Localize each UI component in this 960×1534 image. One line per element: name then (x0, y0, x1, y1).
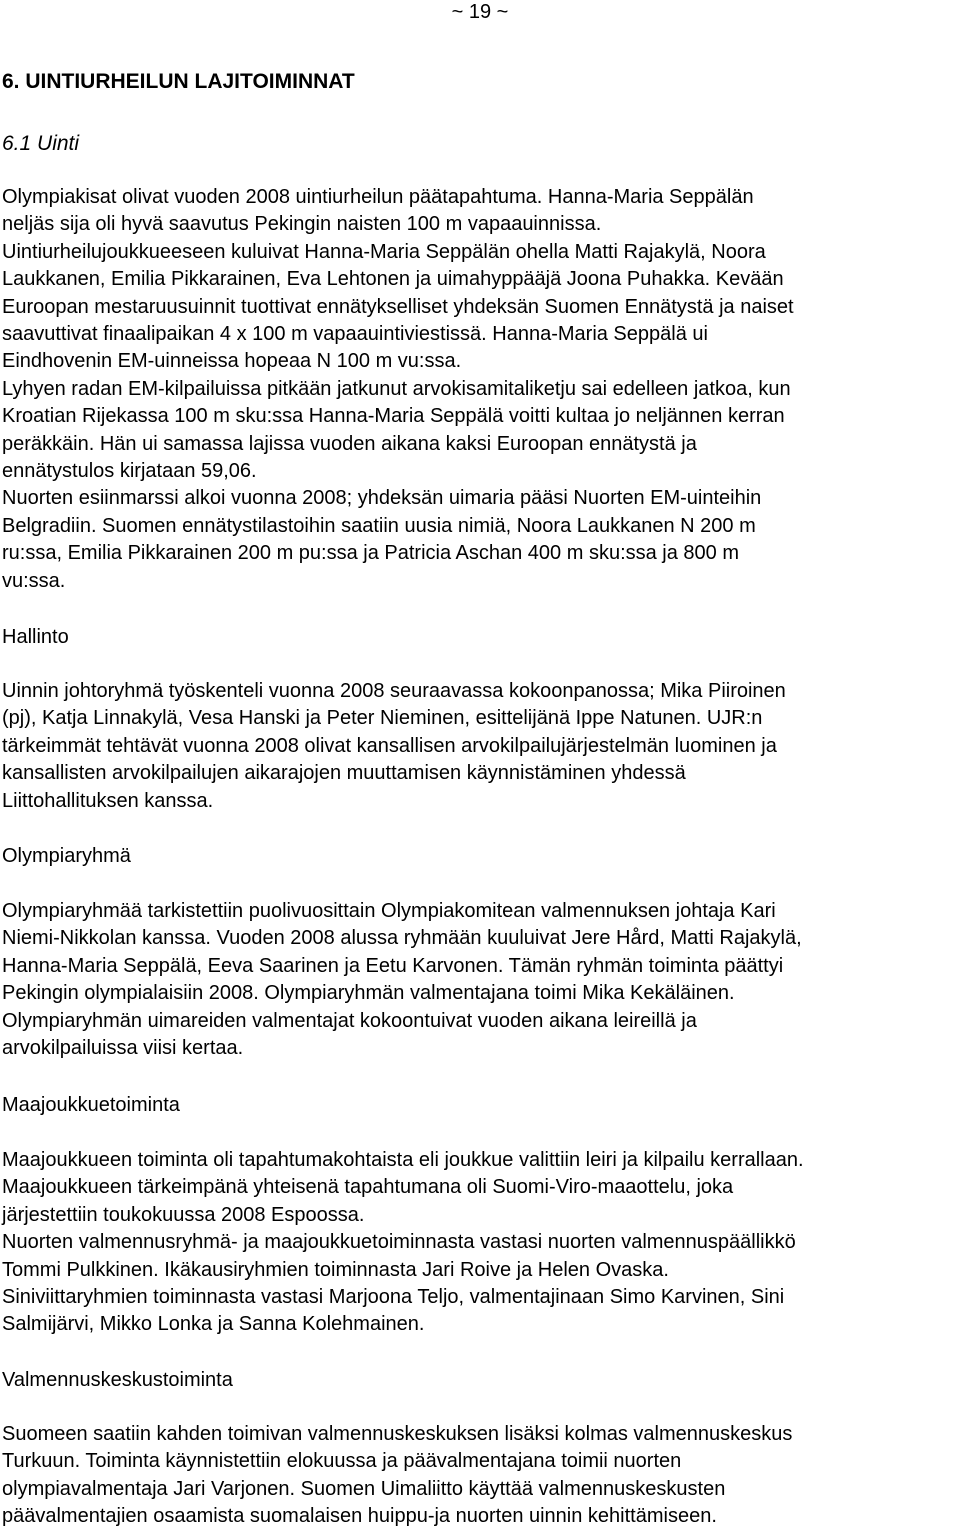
text-line: Nuorten valmennusryhmä- ja maajoukkuetoiminnasta vastasi nuorten valmennuspäällikkö (2, 1231, 796, 1254)
text-line: Maajoukkueen tärkeimpänä yhteisenä tapahtumana oli Suomi-Viro-maaottelu, joka (2, 1176, 734, 1199)
text-line: Suomeen saatiin kahden toimivan valmennuskeskuksen lisäksi kolmas valmennuskeskus (2, 1423, 793, 1445)
heading-valmennuskeskustoiminta: Valmennuskeskustoiminta (2, 1369, 233, 1391)
text-line: Turkuun. Toiminta käynnistettiin elokuussa ja päävalmentajana toimii nuorten (2, 1450, 682, 1473)
text-line: Uintiurheilujoukkueeseen kuluivat Hanna-Maria Seppälän ohella Matti Rajakylä, Noora (2, 240, 766, 263)
text-line: Olympiakisat olivat vuoden 2008 uintiurheilun päätapahtuma. Hanna-Maria Seppälän (2, 186, 754, 208)
text-line: olympiavalmentaja Jari Varjonen. Suomen Uimaliitto käyttää valmennuskeskusten (2, 1477, 726, 1500)
heading-hallinto: Hallinto (2, 626, 69, 648)
text-line: vu:ssa. (2, 569, 66, 592)
chapter-title: 6. UINTIURHEILUN LAJITOIMINNAT (2, 70, 355, 93)
text-line: ennätystulos kirjataan 59,06. (2, 460, 257, 483)
text-line: päävalmentajien osaamista suomalaisen huippu-ja nuorten uinnin kehittämiseen. (2, 1505, 717, 1528)
text-line: Pekingin olympialaisiin 2008. Olympiaryhmän valmentajana toimi Mika Kekäläinen. (2, 982, 735, 1005)
intro-paragraph (2, 184, 958, 595)
text-line: Tommi Pulkkinen. Ikäkausiryhmien toiminnasta Jari Roive ja Helen Ovaska. (2, 1258, 669, 1281)
text-line: Siniviittaryhmien toiminnasta vastasi Marjoona Teljo, valmentajinaan Simo Karvinen, Sini (2, 1286, 785, 1309)
text-line: Niemi-Nikkolan kanssa. Vuoden 2008 alussa ryhmään kuuluivat Jere Hård, Matti Rajakylä, (2, 927, 802, 950)
text-line: saavuttivat finaalipaikan 4 x 100 m vapaauintiviestissä. Hanna-Maria Seppälä ui (2, 323, 708, 346)
text-line: peräkkäin. Hän ui samassa lajissa vuoden aikana kaksi Euroopan ennätystä ja (2, 432, 697, 455)
hallinto-paragraph (2, 678, 958, 815)
maajoukkuetoiminta-paragraph (2, 1147, 958, 1339)
text-line: Olympiaryhmää tarkistettiin puolivuosittain Olympiakomitean valmennuksen johtaja Kari (2, 900, 776, 922)
text-line: tärkeimmät tehtävät vuonna 2008 olivat kansallisen arvokilpailujärjestelmän luominen ja (2, 734, 777, 757)
text-line: Belgradiin. Suomen ennätystilastoihin saatiin uusia nimiä, Noora Laukkanen N 200 m (2, 514, 756, 537)
text-line: Nuorten esiinmarssi alkoi vuonna 2008; yhdeksän uimaria pääsi Nuorten EM-uinteihin (2, 487, 762, 510)
text-line: Uinnin johtoryhmä työskenteli vuonna 2008 seuraavassa kokoonpanossa; Mika Piiroinen (2, 680, 786, 702)
text-line: Lyhyen radan EM-kilpailuissa pitkään jatkunut arvokisamitaliketju sai edelleen jatkoa, kun (2, 377, 791, 400)
text-line: ru:ssa, Emilia Pikkarainen 200 m pu:ssa ja Patricia Aschan 400 m sku:ssa ja 800 m (2, 542, 740, 565)
text-line: (pj), Katja Linnakylä, Vesa Hanski ja Peter Nieminen, esittelijänä Ippe Natunen. UJR:n (2, 707, 763, 730)
section-title: 6.1 Uinti (2, 132, 80, 155)
heading-maajoukkuetoiminta: Maajoukkuetoiminta (2, 1094, 180, 1116)
text-line: Kroatian Rijekassa 100 m sku:ssa Hanna-Maria Seppälä voitti kultaa jo neljännen kerran (2, 405, 785, 428)
text-line: Olympiaryhmän uimareiden valmentajat kokoontuivat vuoden aikana leireillä ja (2, 1009, 697, 1032)
text-line: Hanna-Maria Seppälä, Eeva Saarinen ja Eetu Karvonen. Tämän ryhmän toiminta päättyi (2, 954, 784, 977)
valmennuskeskustoiminta-paragraph (2, 1421, 958, 1531)
text-line: Liittohallituksen kanssa. (2, 789, 214, 812)
text-line: Laukkanen, Emilia Pikkarainen, Eva Lehtonen ja uimahyppääjä Joona Puhakka. Kevään (2, 268, 784, 291)
text-line: Salmijärvi, Mikko Lonka ja Sanna Kolehmainen. (2, 1313, 425, 1336)
text-line: neljäs sija oli hyvä saavutus Pekingin naisten 100 m vapaauinnissa. (2, 213, 602, 236)
text-line: Maajoukkueen toiminta oli tapahtumakohtaista eli joukkue valittiin leiri ja kilpailu kerrallaan. (2, 1149, 804, 1171)
text-line: arvokilpailuissa viisi kertaa. (2, 1037, 244, 1060)
heading-olympiaryhma: Olympiaryhmä (2, 845, 131, 867)
text-line: Eindhovenin EM-uinneissa hopeaa N 100 m vu:ssa. (2, 350, 462, 373)
page-number: ~ 19 ~ (451, 1, 509, 23)
olympiaryhma-paragraph (2, 898, 958, 1062)
text-line: kansallisten arvokilpailujen aikarajojen muuttamisen käynnistäminen yhdessä (2, 762, 686, 785)
text-line: Euroopan mestaruusuinnit tuottivat ennätykselliset yhdeksän Suomen Ennätystä ja naiset (2, 295, 794, 318)
text-line: järjestettiin toukokuussa 2008 Espoossa. (2, 1203, 365, 1226)
